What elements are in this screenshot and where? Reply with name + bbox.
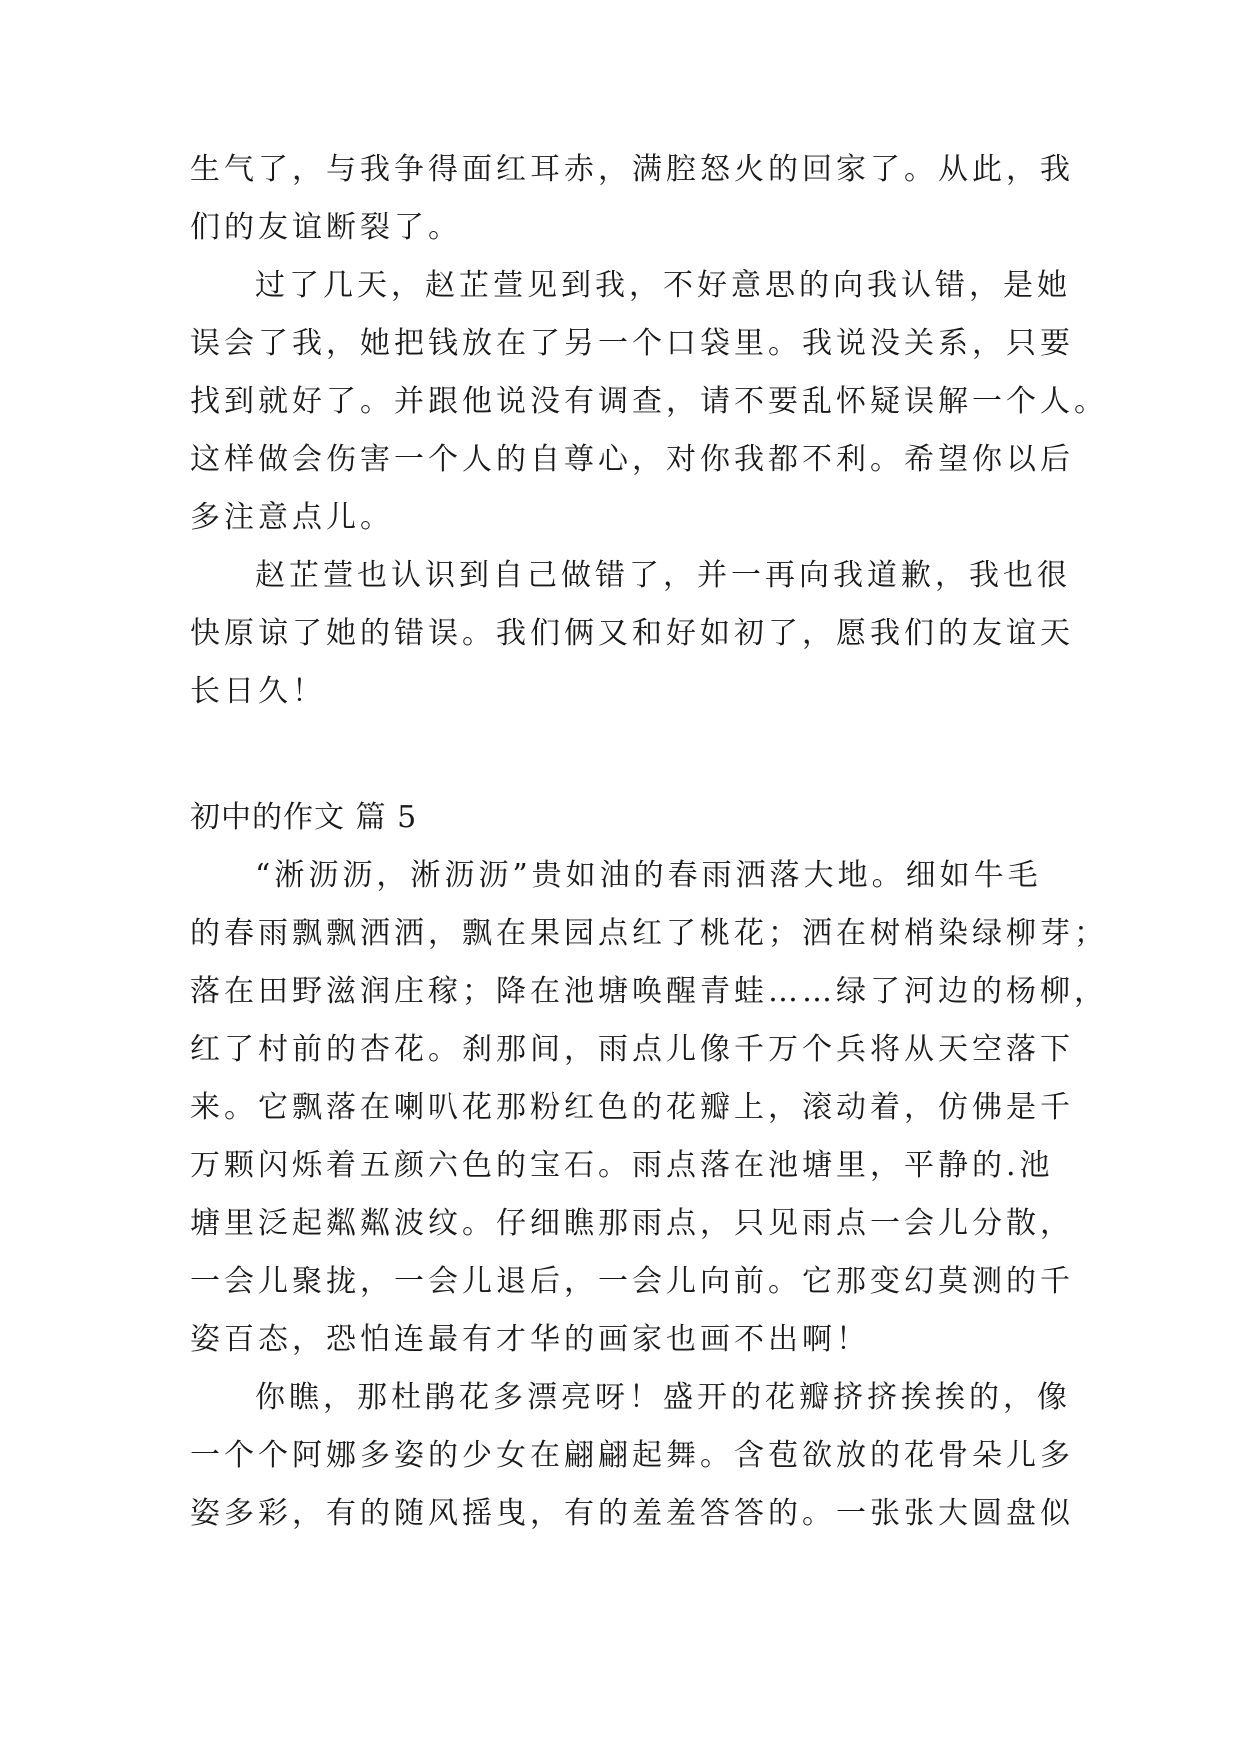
text-line: 多注意点儿。 bbox=[190, 500, 394, 535]
text-line: “淅沥沥，淅沥沥”贵如油的春雨洒落大地。细如牛毛 bbox=[255, 858, 1042, 893]
text-line: 找到就好了。并跟他说没有调查，请不要乱怀疑误解一个人。 bbox=[190, 384, 1108, 419]
text-line: 万颗闪烁着五颜六色的宝石。雨点落在池塘里，平静的.池 bbox=[190, 1148, 1054, 1183]
text-line: 来。它飘落在喇叭花那粉红色的花瓣上，滚动着，仿佛是千 bbox=[190, 1090, 1074, 1125]
text-line: 姿多彩，有的随风摇曳，有的羞羞答答的。一张张大圆盘似 bbox=[190, 1496, 1074, 1531]
text-line: 落在田野滋润庄稼；降在池塘唤醒青蛙……绿了河边的杨柳， bbox=[190, 974, 1108, 1009]
text-line: 一个个阿娜多姿的少女在翩翩起舞。含苞欲放的花骨朵儿多 bbox=[190, 1438, 1074, 1473]
text-line: 的春雨飘飘洒洒，飘在果园点红了桃花；洒在树梢染绿柳芽； bbox=[190, 916, 1108, 951]
text-line: 误会了我，她把钱放在了另一个口袋里。我说没关系，只要 bbox=[190, 326, 1074, 361]
text-line: 塘里泛起粼粼波纹。仔细瞧那雨点，只见雨点一会儿分散， bbox=[190, 1206, 1074, 1241]
text-line: 生气了，与我争得面红耳赤，满腔怒火的回家了。从此，我 bbox=[190, 152, 1074, 187]
text-line: 这样做会伤害一个人的自尊心，对你我都不利。希望你以后 bbox=[190, 442, 1074, 477]
text-line: 过了几天，赵芷萱见到我，不好意思的向我认错，是她 bbox=[255, 268, 1071, 303]
text-line: 长日久！ bbox=[190, 674, 326, 709]
text-line: 们的友谊断裂了。 bbox=[190, 210, 462, 245]
section-title: 初中的作文 篇 5 bbox=[190, 800, 418, 835]
text-line: 赵芷萱也认识到自己做错了，并一再向我道歉，我也很 bbox=[255, 558, 1071, 593]
text-line: 一会儿聚拢，一会儿退后，一会儿向前。它那变幻莫测的千 bbox=[190, 1264, 1074, 1299]
text-line: 你瞧，那杜鹃花多漂亮呀！盛开的花瓣挤挤挨挨的，像 bbox=[255, 1380, 1071, 1415]
text-line: 姿百态，恐怕连最有才华的画家也画不出啊！ bbox=[190, 1322, 870, 1357]
text-line: 红了村前的杏花。刹那间，雨点儿像千万个兵将从天空落下 bbox=[190, 1032, 1074, 1067]
text-line: 快原谅了她的错误。我们俩又和好如初了，愿我们的友谊天 bbox=[190, 616, 1074, 651]
